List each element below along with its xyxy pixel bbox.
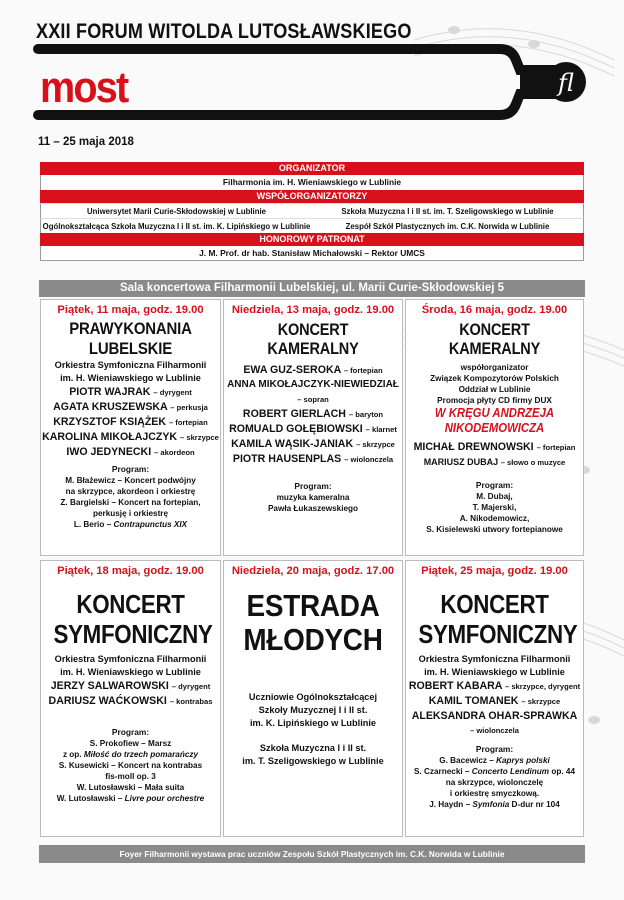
info-line: Związek Kompozytorów Polskich bbox=[430, 374, 559, 383]
info-line: Szkoła Muzyczna I i II st. bbox=[259, 743, 367, 753]
program-line: A. Nikodemowicz, bbox=[459, 514, 530, 523]
festival-dates: 11 – 25 maja 2018 bbox=[38, 136, 134, 148]
event-title: KONCERT KAMERALNY bbox=[267, 321, 359, 358]
program-line: W. Lutosławski – Livre pour orchestre bbox=[56, 794, 205, 803]
footer-band: Foyer Filharmonii wystawa prac uczniów Zespołu Szkół Plastycznych im. C.K. Norwida w Lublinie bbox=[39, 845, 585, 863]
coorganizer: Zespół Szkół Plastycznych im. C.K. Norwida w Lublinie bbox=[345, 222, 550, 231]
performer: ROBERT GIERLACH – baryton bbox=[242, 408, 384, 420]
program-line: fis-moll op. 3 bbox=[105, 772, 156, 781]
performer: JERZY SALWAROWSKI – dyrygent bbox=[50, 680, 211, 692]
ensemble-line: im. H. Wieniawskiego w Lublinie bbox=[424, 667, 565, 677]
performer: KAMILA WĄSIK-JANIAK – skrzypce bbox=[231, 438, 395, 450]
program-line: i orkiestrę smyczkową. bbox=[449, 789, 540, 798]
event-title: LUBELSKIE bbox=[88, 339, 173, 358]
program-line: S. Prokofiew – Marsz bbox=[89, 739, 172, 748]
performer: EWA GUZ-SEROKA – fortepian bbox=[243, 364, 383, 376]
performer: ALEKSANDRA OHAR-SPRAWKA bbox=[411, 710, 578, 722]
event-date: Niedziela, 13 maja, godz. 19.00 bbox=[231, 304, 395, 316]
info-line: im. T. Szeligowskiego w Lublinie bbox=[242, 756, 384, 766]
event-date: Środa, 16 maja, godz. 19.00 bbox=[421, 304, 568, 316]
patronage-label: HONOROWY PATRONAT bbox=[40, 233, 584, 246]
event-title: ESTRADA bbox=[246, 588, 380, 623]
forum-title: XXII FORUM WITOLDA LUTOSŁAWSKIEGO bbox=[36, 20, 412, 43]
performer: ROMUALD GOŁĘBIOWSKI – klarnet bbox=[229, 423, 397, 435]
info-line: Promocja płyty CD firmy DUX bbox=[437, 396, 552, 405]
ensemble-line: im. H. Wieniawskiego w Lublinie bbox=[60, 373, 201, 383]
event-title: KONCERT bbox=[440, 589, 549, 619]
performer: KAMIL TOMANEK – skrzypce bbox=[428, 695, 561, 707]
info-line: Oddział w Lublinie bbox=[458, 385, 531, 394]
coorganizers-label: WSPÓŁORGANIZATORZY bbox=[40, 190, 584, 203]
program-line: T. Majerski, bbox=[472, 503, 517, 512]
event-title: SYMFONICZNY bbox=[418, 619, 578, 649]
event-card bbox=[223, 299, 403, 556]
program-line: z op. Miłość do trzech pomarańczy bbox=[62, 750, 199, 759]
performer: ROBERT KABARA – skrzypce, dyrygent bbox=[408, 680, 581, 692]
info-line: Szkoły Muzycznej I i II st. bbox=[258, 705, 368, 715]
coorganizer: Uniwersytet Marii Curie-Skłodowskiej w Lublinie bbox=[87, 207, 266, 216]
highlight-title: W KRĘGU ANDRZEJA bbox=[434, 406, 555, 420]
program-line: W. Lutosławski – Mała suita bbox=[76, 783, 185, 792]
organizer: Filharmonia im. H. Wieniawskiego w Lublinie bbox=[40, 175, 584, 190]
performer: IWO JEDYNECKI – akordeon bbox=[66, 446, 195, 458]
coorganizer: Szkoła Muzyczna I i II st. im. T. Szeligowskiego w Lublinie bbox=[341, 207, 554, 216]
events-grid bbox=[40, 299, 584, 837]
program-line: Pawła Łukaszewskiego bbox=[267, 504, 359, 513]
event-date: Niedziela, 20 maja, godz. 17.00 bbox=[231, 565, 395, 577]
patronage: J. M. Prof. dr hab. Stanisław Michałowski – Rektor UMCS bbox=[40, 246, 584, 261]
program-line: J. Haydn – Symfonia D-dur nr 104 bbox=[429, 800, 560, 809]
event-date: Piątek, 18 maja, godz. 19.00 bbox=[57, 565, 204, 577]
performer: DARIUSZ WAĆKOWSKI – kontrabas bbox=[48, 695, 213, 707]
program-line: na skrzypce, akordeon i orkiestrę bbox=[65, 487, 196, 496]
program-line: S. Kusewicki – Koncert na kontrabas bbox=[58, 761, 203, 770]
ensemble-line: Orkiestra Symfoniczna Filharmonii bbox=[54, 360, 207, 370]
coorganizer: Ogólnokształcąca Szkoła Muzyczna I i II st. im. K. Lipińskiego w Lublinie bbox=[42, 222, 311, 231]
program-line: M. Błażewicz – Koncert podwójny bbox=[65, 476, 196, 485]
event-card bbox=[40, 560, 221, 837]
event-card bbox=[40, 299, 221, 556]
program-line: Z. Bargielski – Koncert na fortepian, bbox=[60, 498, 201, 507]
performer: PIOTR WAJRAK – dyrygent bbox=[69, 386, 192, 398]
event-title: KONCERT KAMERALNY bbox=[448, 321, 541, 358]
event-title: SYMFONICZNY bbox=[53, 619, 213, 649]
event-title: MŁODYCH bbox=[243, 622, 383, 657]
highlight-title: NIKODEMOWICZA bbox=[444, 421, 545, 435]
program-label: Program: bbox=[294, 481, 332, 491]
ensemble-line: Orkiestra Symfoniczna Filharmonii bbox=[54, 654, 207, 664]
performer: ANNA MIKOŁAJCZYK-NIEWIEDZIAŁ bbox=[227, 379, 399, 390]
program-line: na skrzypce, wiolonczelę bbox=[445, 778, 544, 787]
program-line: S. Kisielewski utwory fortepianowe bbox=[426, 525, 563, 534]
event-card bbox=[405, 560, 584, 837]
ensemble-line: Orkiestra Symfoniczna Filharmonii bbox=[418, 654, 571, 664]
performer: MICHAŁ DREWNOWSKI – fortepian bbox=[413, 441, 576, 453]
performer: MARIUSZ DUBAJ – słowo o muzyce bbox=[423, 457, 566, 467]
venue-band: Sala koncertowa Filharmonii Lubelskiej, ul. Marii Curie-Skłodowskiej 5 bbox=[39, 280, 585, 297]
info-line: współorganizator bbox=[460, 363, 529, 372]
ensemble-line: im. H. Wieniawskiego w Lublinie bbox=[60, 667, 201, 677]
performer: PIOTR HAUSENPLAS – wiolonczela bbox=[232, 453, 394, 465]
program-line: S. Czarnecki – Concerto Lendinum op. 44 bbox=[413, 767, 576, 776]
program-line: muzyka kameralna bbox=[276, 493, 350, 502]
program-label: Program: bbox=[111, 727, 150, 737]
program-label: Program: bbox=[475, 480, 514, 490]
program-label: Program: bbox=[475, 744, 514, 754]
program-line: perkusję i orkiestrę bbox=[92, 509, 169, 518]
program-line: M. Dubaj, bbox=[476, 492, 513, 501]
organizer-label: ORGANIZATOR bbox=[40, 162, 584, 175]
svg-text:fl: fl bbox=[557, 69, 575, 97]
organizers-table bbox=[40, 162, 584, 261]
event-title: PRAWYKONANIA bbox=[69, 319, 192, 338]
performer-role: – wiolonczela bbox=[470, 726, 519, 735]
logo-most: most bbox=[40, 63, 128, 112]
event-title: KONCERT bbox=[76, 589, 185, 619]
performer-role: – sopran bbox=[297, 395, 329, 404]
event-card bbox=[405, 299, 584, 556]
event-card bbox=[223, 560, 403, 837]
info-line: Uczniowie Ogólnokształcącej bbox=[248, 692, 378, 702]
event-date: Piątek, 11 maja, godz. 19.00 bbox=[57, 304, 204, 316]
info-line: im. K. Lipińskiego w Lublinie bbox=[249, 718, 377, 728]
performer: AGATA KRUSZEWSKA – perkusja bbox=[53, 401, 208, 413]
coorganizers-row bbox=[40, 203, 584, 218]
program-line: L. Berio – Contrapunctus XIX bbox=[73, 520, 188, 529]
coorganizers-row bbox=[40, 218, 584, 233]
performer: KRZYSZTOF KSIĄŻEK – fortepian bbox=[53, 416, 208, 428]
program-label: Program: bbox=[111, 464, 150, 474]
program-line: G. Bacewicz – Kaprys polski bbox=[439, 756, 550, 765]
event-date: Piątek, 25 maja, godz. 19.00 bbox=[421, 565, 568, 577]
performer: KAROLINA MIKOŁAJCZYK – skrzypce bbox=[42, 431, 219, 443]
